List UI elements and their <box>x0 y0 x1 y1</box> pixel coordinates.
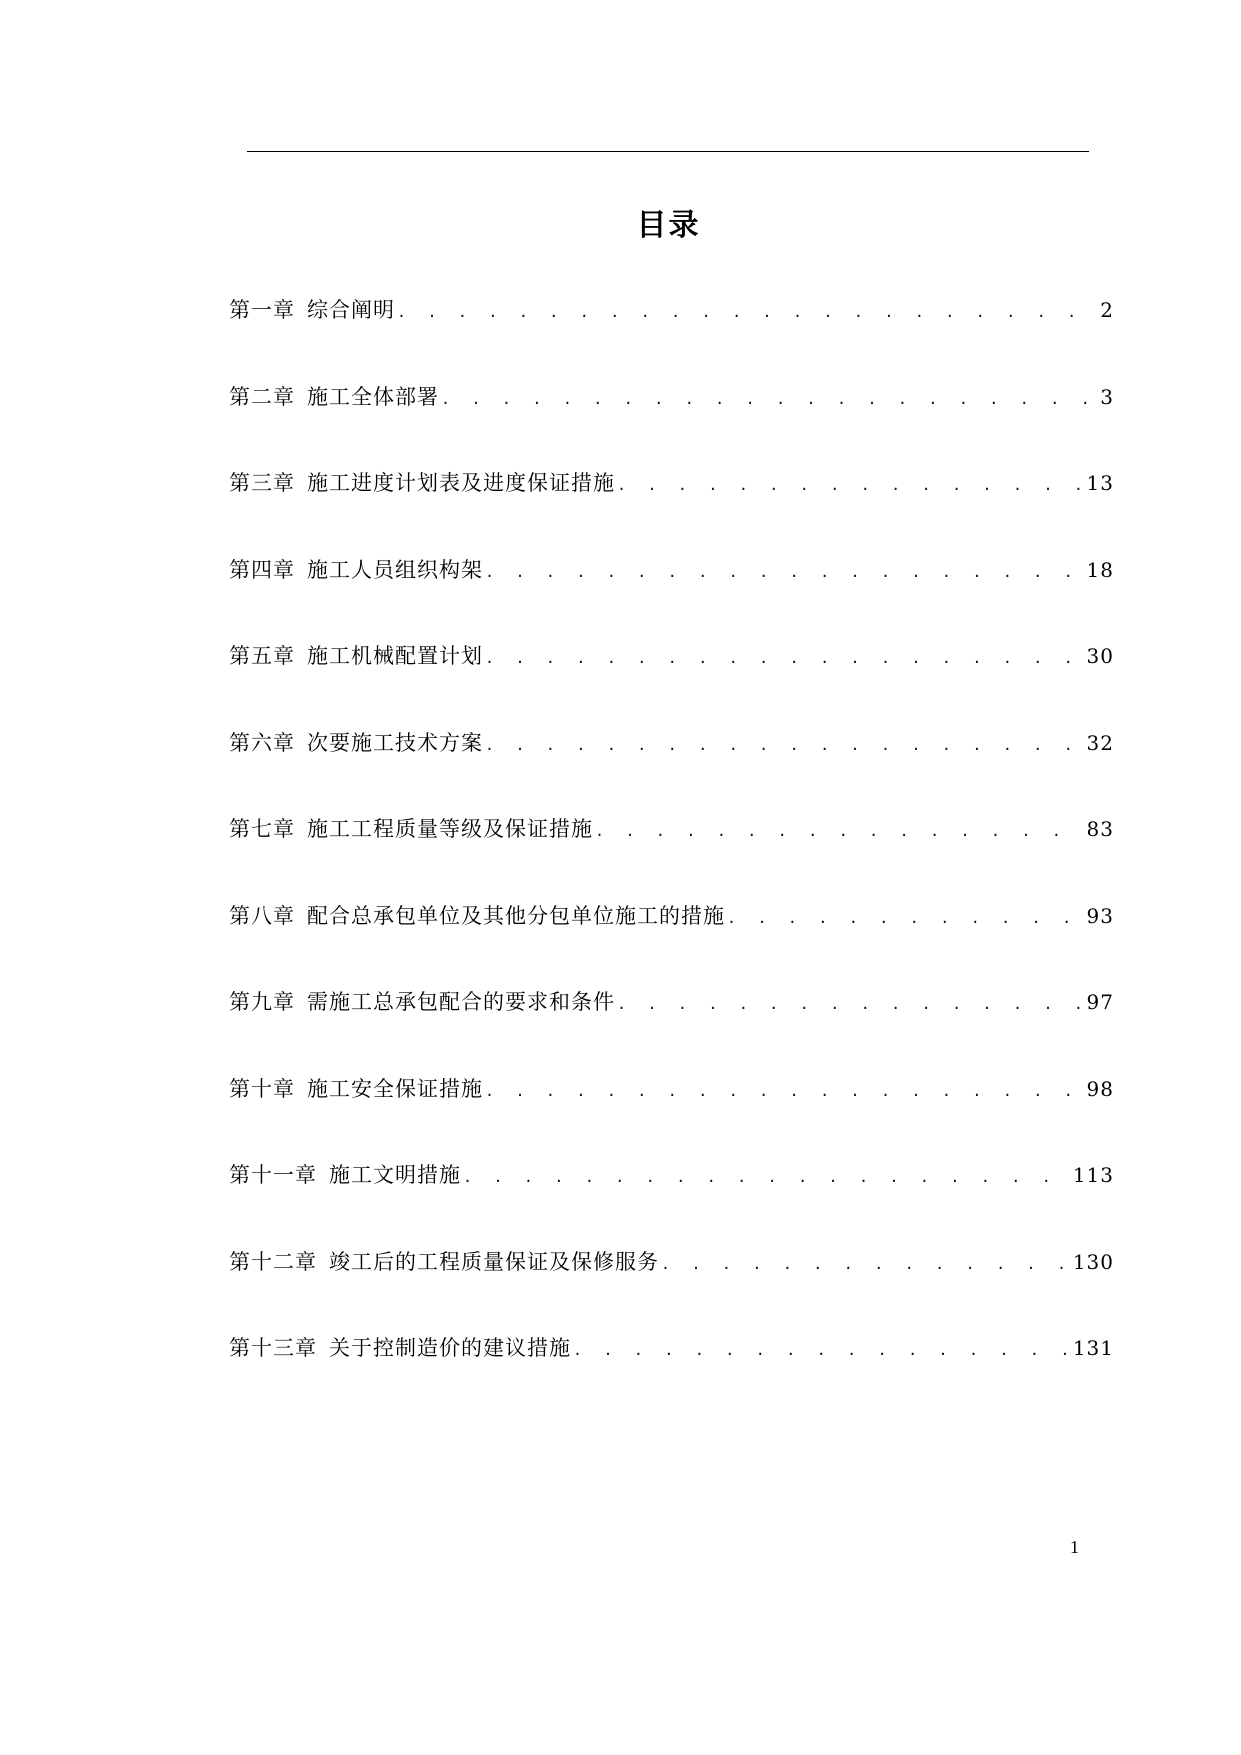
toc-page-number: 30 <box>1086 644 1114 668</box>
dot-leader <box>617 984 1085 1024</box>
table-of-contents <box>229 290 1114 1415</box>
toc-entry[interactable] <box>229 723 1114 810</box>
dot-leader <box>595 811 1085 851</box>
dot-leader <box>617 465 1085 505</box>
toc-entry[interactable] <box>229 290 1114 377</box>
header-rule <box>247 151 1089 152</box>
page-number: 1 <box>1070 1537 1079 1557</box>
toc-page-number: 13 <box>1086 471 1114 495</box>
dot-leader <box>661 1244 1071 1284</box>
dot-leader <box>485 725 1085 765</box>
toc-entry[interactable] <box>229 896 1114 983</box>
toc-heading: 综合阐明 <box>307 298 395 322</box>
dot-leader <box>485 1071 1085 1111</box>
toc-chapter-label: 第九章 <box>229 990 295 1014</box>
toc-heading: 施工进度计划表及进度保证措施 <box>307 471 615 495</box>
toc-page-number: 2 <box>1100 298 1114 322</box>
toc-entry[interactable] <box>229 1328 1114 1415</box>
toc-heading: 施工全体部署 <box>307 384 439 409</box>
dot-leader <box>485 638 1085 678</box>
toc-chapter-label: 第十章 <box>229 1076 295 1101</box>
toc-entry[interactable] <box>229 1155 1114 1242</box>
toc-heading: 施工文明措施 <box>329 1163 461 1187</box>
toc-heading: 竣工后的工程质量保证及保修服务 <box>329 1249 659 1274</box>
toc-heading: 需施工总承包配合的要求和条件 <box>307 990 615 1014</box>
toc-page-number: 93 <box>1086 903 1114 928</box>
toc-chapter-label: 第五章 <box>229 644 295 668</box>
toc-page-number: 113 <box>1072 1163 1114 1187</box>
toc-heading: 施工工程质量等级及保证措施 <box>307 817 593 841</box>
toc-chapter-label: 第十三章 <box>229 1336 317 1360</box>
toc-heading: 施工人员组织构架 <box>307 557 483 582</box>
toc-entry[interactable] <box>229 982 1114 1069</box>
toc-entry[interactable] <box>229 809 1114 896</box>
toc-entry[interactable] <box>229 377 1114 464</box>
toc-chapter-label: 第十二章 <box>229 1249 317 1274</box>
toc-title: 目录 <box>636 208 701 243</box>
toc-page-number: 3 <box>1100 384 1114 409</box>
dot-leader <box>397 292 1098 332</box>
toc-page-number: 130 <box>1072 1249 1114 1274</box>
toc-page-number: 18 <box>1086 557 1114 582</box>
toc-page-number: 131 <box>1072 1336 1114 1360</box>
toc-page-number: 32 <box>1086 730 1114 755</box>
dot-leader <box>485 552 1085 592</box>
toc-entry[interactable] <box>229 463 1114 550</box>
toc-chapter-label: 第十一章 <box>229 1163 317 1187</box>
dot-leader <box>727 898 1085 938</box>
dot-leader <box>441 379 1098 419</box>
dot-leader <box>573 1330 1071 1370</box>
toc-entry[interactable] <box>229 636 1114 723</box>
toc-heading: 施工机械配置计划 <box>307 644 483 668</box>
toc-entry[interactable] <box>229 1069 1114 1156</box>
toc-chapter-label: 第六章 <box>229 730 295 755</box>
toc-chapter-label: 第七章 <box>229 817 295 841</box>
toc-chapter-label: 第一章 <box>229 298 295 322</box>
toc-page-number: 97 <box>1086 990 1114 1014</box>
toc-chapter-label: 第四章 <box>229 557 295 582</box>
toc-heading: 施工安全保证措施 <box>307 1076 483 1101</box>
toc-page-number: 98 <box>1086 1076 1114 1101</box>
toc-entry[interactable] <box>229 550 1114 637</box>
toc-heading: 配合总承包单位及其他分包单位施工的措施 <box>307 903 725 928</box>
toc-chapter-label: 第二章 <box>229 384 295 409</box>
dot-leader <box>463 1157 1071 1197</box>
toc-chapter-label: 第三章 <box>229 471 295 495</box>
toc-heading: 关于控制造价的建议措施 <box>329 1336 571 1360</box>
toc-heading: 次要施工技术方案 <box>307 730 483 755</box>
toc-page-number: 83 <box>1086 817 1114 841</box>
toc-entry[interactable] <box>229 1242 1114 1329</box>
toc-chapter-label: 第八章 <box>229 903 295 928</box>
